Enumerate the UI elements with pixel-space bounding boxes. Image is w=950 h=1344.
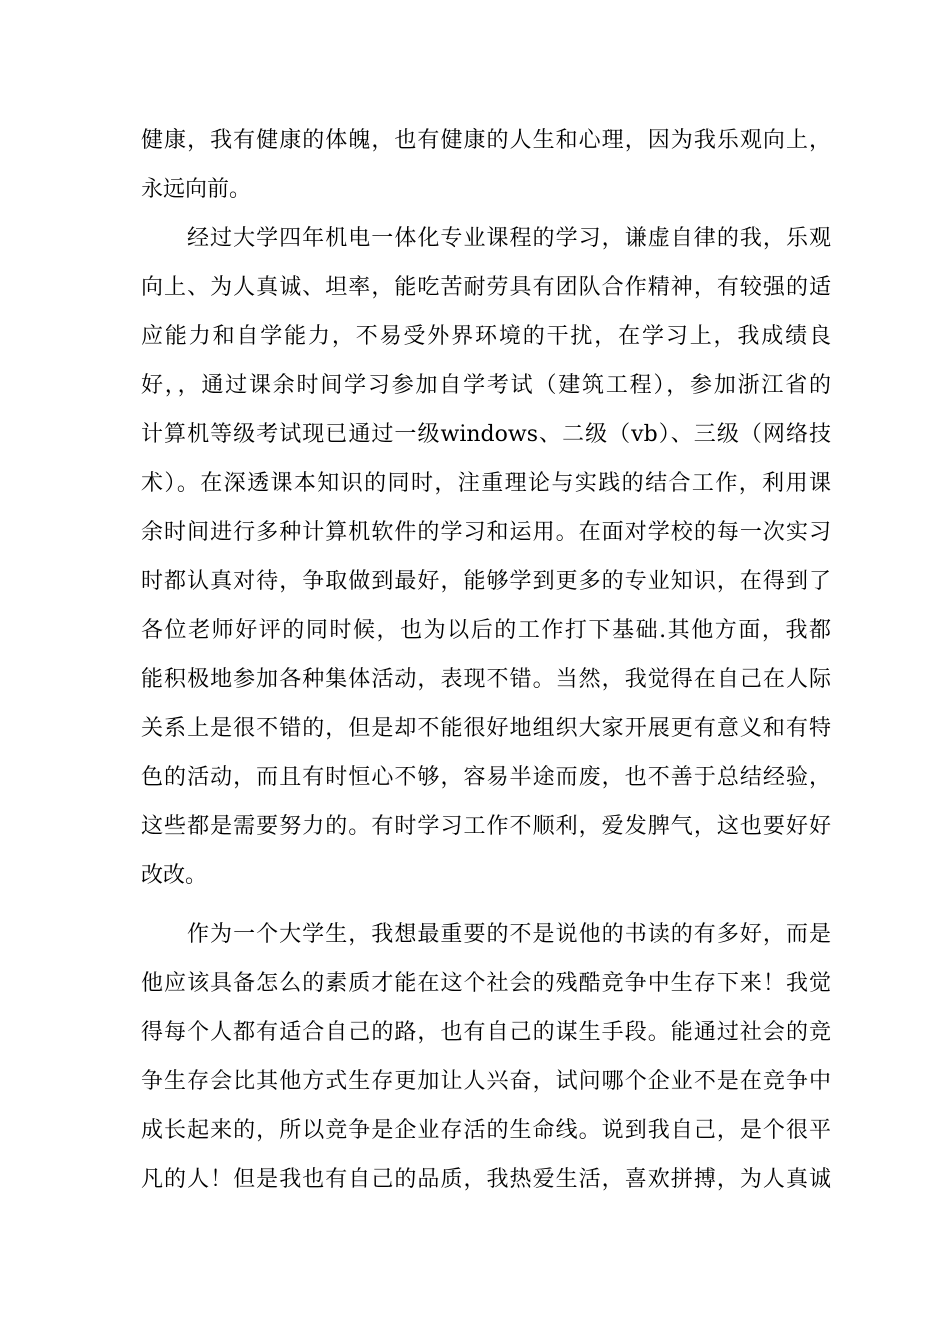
paragraph-2-line-6: 术）。在深透课本知识的同时，注重理论与实践的结合工作，利用课 bbox=[141, 471, 831, 496]
paragraph-3-line-3: 得每个人都有适合自己的路，也有自己的谋生手段。能通过社会的竞 bbox=[141, 1020, 831, 1045]
paragraph-3-line-5: 成长起来的，所以竞争是企业存活的生命线。说到我自己，是个很平 bbox=[141, 1118, 831, 1143]
paragraph-1-line-1: 健康，我有健康的体魄，也有健康的人生和心理，因为我乐观向上， bbox=[141, 128, 831, 153]
paragraph-2-line-3: 应能力和自学能力，不易受外界环境的干扰，在学习上，我成绩良 bbox=[141, 324, 831, 349]
paragraph-2-line-14: 改改。 bbox=[141, 863, 208, 888]
paragraph-2-line-7: 余时间进行多种计算机软件的学习和运用。在面对学校的每一次实习 bbox=[141, 520, 831, 545]
paragraph-2-line-1: 经过大学四年机电一体化专业课程的学习，谦虚自律的我，乐观 bbox=[187, 226, 831, 251]
paragraph-1-line-2: 永远向前。 bbox=[141, 177, 252, 202]
paragraph-3-line-1: 作为一个大学生，我想最重要的不是说他的书读的有多好，而是 bbox=[187, 922, 831, 947]
paragraph-3-line-6: 凡的人！但是我也有自己的品质，我热爱生活，喜欢拼搏，为人真诚 bbox=[141, 1167, 831, 1192]
paragraph-2-line-13: 这些都是需要努力的。有时学习工作不顺利，爱发脾气，这也要好好 bbox=[141, 814, 831, 839]
paragraph-3-line-4: 争生存会比其他方式生存更加让人兴奋，试问哪个企业不是在竞争中 bbox=[141, 1069, 831, 1094]
paragraph-2-line-8: 时都认真对待，争取做到最好，能够学到更多的专业知识，在得到了 bbox=[141, 569, 831, 594]
paragraph-2-line-2: 向上、为人真诚、坦率，能吃苦耐劳具有团队合作精神，有较强的适 bbox=[141, 275, 831, 300]
paragraph-2-line-10: 能积极地参加各种集体活动，表现不错。当然，我觉得在自己在人际 bbox=[141, 667, 831, 692]
paragraph-2-line-4: 好，，通过课余时间学习参加自学考试（建筑工程），参加浙江省的 bbox=[141, 373, 831, 398]
paragraph-2-line-5: 计算机等级考试现已通过一级windows、二级（vb）、三级（网络技 bbox=[141, 422, 831, 447]
paragraph-2-line-11: 关系上是很不错的，但是却不能很好地组织大家开展更有意义和有特 bbox=[141, 716, 831, 741]
paragraph-3-line-2: 他应该具备怎么的素质才能在这个社会的残酷竞争中生存下来！我觉 bbox=[141, 971, 831, 996]
paragraph-2-line-9: 各位老师好评的同时候，也为以后的工作打下基础.其他方面，我都 bbox=[141, 618, 831, 643]
paragraph-2-line-12: 色的活动，而且有时恒心不够，容易半途而废，也不善于总结经验， bbox=[141, 765, 831, 790]
